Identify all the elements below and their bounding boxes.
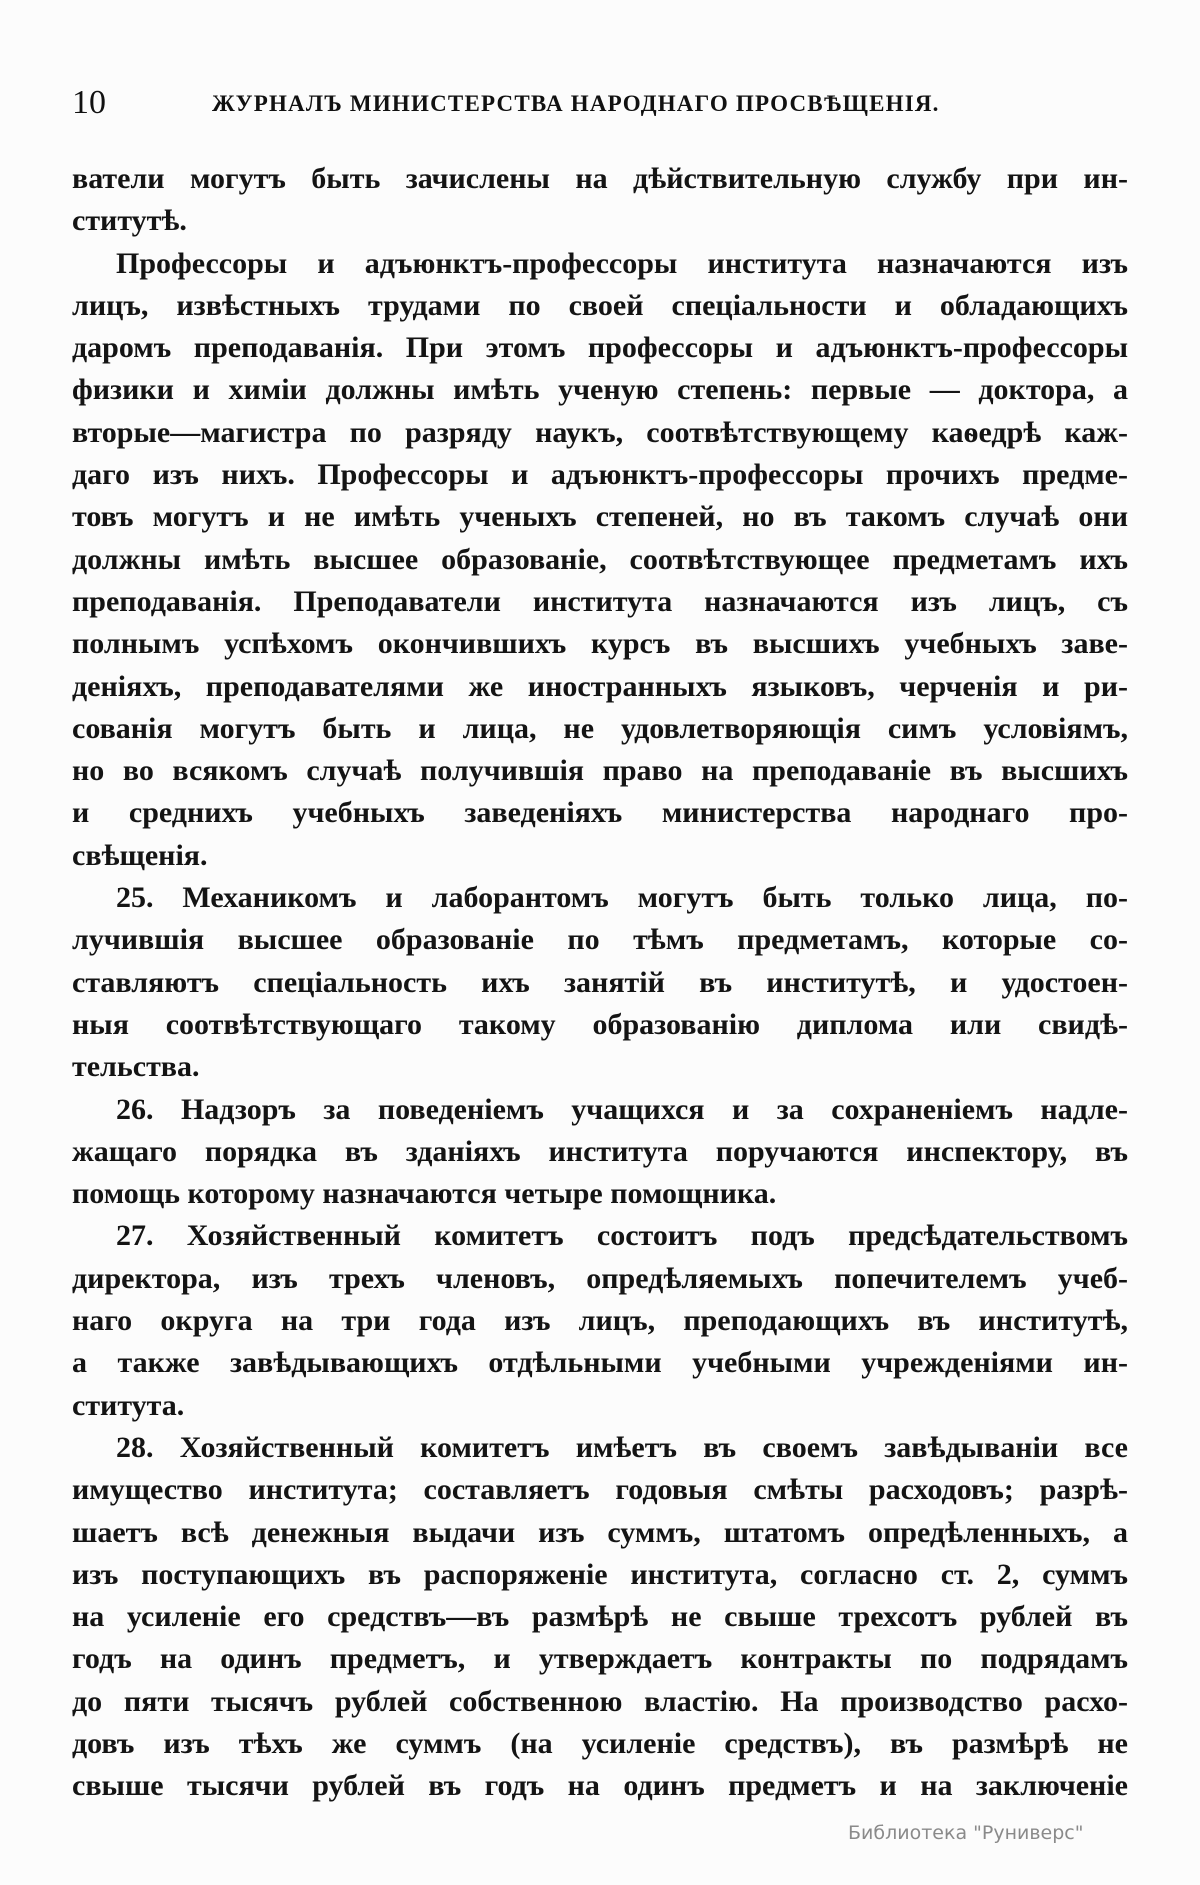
text-line: ститута. [72, 1388, 185, 1422]
text-line: на усиленіе его средствъ—въ размѣрѣ не свыше трехсотъ рублей въ [72, 1600, 1128, 1634]
text-line: изъ поступающихъ въ распоряженіе института, согласно ст. 2, суммъ [72, 1557, 1128, 1591]
text-line: шаетъ всѣ денежныя выдачи изъ суммъ, штатомъ опредѣленныхъ, а [72, 1515, 1128, 1549]
text-line: тельства. [72, 1050, 200, 1084]
text-line: свѣщенія. [72, 838, 208, 872]
text-line: ставляютъ спеціальность ихъ занятій въ институтѣ, и удостоен- [72, 965, 1128, 999]
text-line: жащаго порядка въ зданіяхъ института поручаются инспектору, въ [72, 1134, 1128, 1168]
text-line: директора, изъ трехъ членовъ, опредѣляемыхъ попечителемъ учеб- [72, 1261, 1128, 1295]
text-line: свыше тысячи рублей въ годъ на одинъ предметъ и на заключеніе [72, 1769, 1128, 1803]
text-line: лучившія высшее образованіе по тѣмъ предметамъ, которые со- [72, 923, 1128, 957]
page-number: 10 [72, 84, 106, 121]
text-line: довъ изъ тѣхъ же суммъ (на усиленіе средствъ), въ размѣрѣ не [72, 1726, 1128, 1760]
text-line: но во всякомъ случаѣ получившія право на преподаваніе въ высшихъ [72, 754, 1128, 788]
text-line: даго изъ нихъ. Профессоры и адъюнктъ-профессоры прочихъ предме- [72, 458, 1128, 492]
text-line: 25. Механикомъ и лаборантомъ могутъ быть только лица, по- [116, 881, 1128, 915]
text-line: а также завѣдывающихъ отдѣльными учебными учрежденіями ин- [72, 1346, 1128, 1380]
text-line: 28. Хозяйственный комитетъ имѣетъ въ своемъ завѣдываніи все [116, 1430, 1128, 1464]
body-text [72, 158, 1128, 1808]
running-header [72, 84, 1128, 128]
text-line: вторые—магистра по разряду наукъ, соотвѣтствующему каѳедрѣ каж- [72, 415, 1128, 449]
running-title: ЖУРНАЛЪ МИНИСТЕРСТВА НАРОДНАГО ПРОСВѢЩЕНІЯ. [212, 91, 940, 116]
library-watermark: Библиотека "Руниверс" [848, 1822, 1084, 1844]
text-line: даромъ преподаванія. При этомъ профессоры и адъюнктъ-профессоры [72, 331, 1128, 365]
text-line: ватели могутъ быть зачислены на дѣйствительную службу при ин- [72, 162, 1128, 195]
text-line: годъ на одинъ предметъ, и утверждаетъ контракты по подрядамъ [72, 1642, 1128, 1676]
text-line: полнымъ успѣхомъ окончившихъ курсъ въ высшихъ учебныхъ заве- [72, 627, 1128, 661]
text-line: 26. Надзоръ за поведеніемъ учащихся и за сохраненіемъ надле- [116, 1092, 1128, 1126]
text-line: и среднихъ учебныхъ заведеніяхъ министерства народнаго про- [72, 796, 1128, 830]
text-line: помощь которому назначаются четыре помощника. [72, 1177, 777, 1211]
text-line: Профессоры и адъюнктъ-профессоры института назначаются изъ [116, 246, 1128, 280]
text-line: должны имѣть высшее образованіе, соотвѣтствующее предметамъ ихъ [72, 542, 1128, 576]
text-line: лицъ, извѣстныхъ трудами по своей спеціальности и обладающихъ [72, 288, 1128, 322]
text-line: сованія могутъ быть и лица, не удовлетворяющія симъ условіямъ, [72, 711, 1128, 745]
text-line: преподаванія. Преподаватели института назначаются изъ лицъ, съ [72, 584, 1128, 618]
text-line: деніяхъ, преподавателями же иностранныхъ языковъ, черченія и ри- [72, 669, 1128, 703]
text-line: физики и химіи должны имѣть ученую степень: первые — доктора, а [72, 373, 1128, 407]
text-line: имущество института; составляетъ годовыя смѣты расходовъ; разрѣ- [72, 1473, 1128, 1507]
text-line: товъ могутъ и не имѣть ученыхъ степеней, но въ такомъ случаѣ они [72, 500, 1128, 534]
text-line: ныя соотвѣтствующаго такому образованію диплома или свидѣ- [72, 1007, 1128, 1041]
text-line: ститутѣ. [72, 204, 187, 238]
text-line: наго округа на три года изъ лицъ, преподающихъ въ институтѣ, [72, 1304, 1128, 1338]
text-line: 27. Хозяйственный комитетъ состоитъ подъ предсѣдательствомъ [116, 1219, 1128, 1253]
text-line: до пяти тысячъ рублей собственною властію. На производство расхо- [72, 1684, 1128, 1718]
